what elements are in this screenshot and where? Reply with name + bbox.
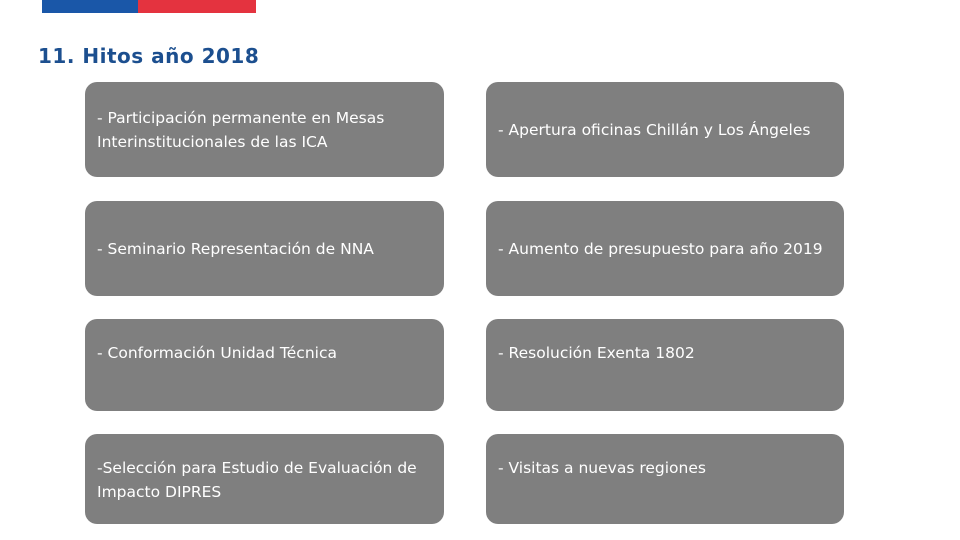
milestone-text: - Seminario Representación de NNA (97, 239, 374, 258)
milestone-text: -Selección para Estudio de Evaluación de Impacto DIPRES (97, 459, 417, 501)
page-title: 11. Hitos año 2018 (38, 44, 260, 68)
milestone-box-2 (486, 82, 844, 177)
flag-red-segment (138, 0, 256, 13)
flag-blue-segment (42, 0, 138, 13)
milestone-box-7 (85, 434, 444, 524)
milestone-box-1 (85, 82, 444, 177)
milestone-box-8 (486, 434, 844, 524)
milestone-text: - Apertura oficinas Chillán y Los Ángeles (498, 120, 811, 139)
flag-color-bar (42, 0, 256, 13)
milestone-box-6 (486, 319, 844, 411)
milestone-text: - Resolución Exenta 1802 (498, 344, 695, 362)
milestone-text: - Conformación Unidad Técnica (97, 344, 337, 362)
milestone-text: - Visitas a nuevas regiones (498, 459, 706, 477)
milestone-text: - Participación permanente en Mesas Interinstitucionales de las ICA (97, 108, 385, 151)
milestone-text: - Aumento de presupuesto para año 2019 (498, 239, 823, 258)
milestone-box-3 (85, 201, 444, 296)
milestone-box-4 (486, 201, 844, 296)
milestone-box-5 (85, 319, 444, 411)
